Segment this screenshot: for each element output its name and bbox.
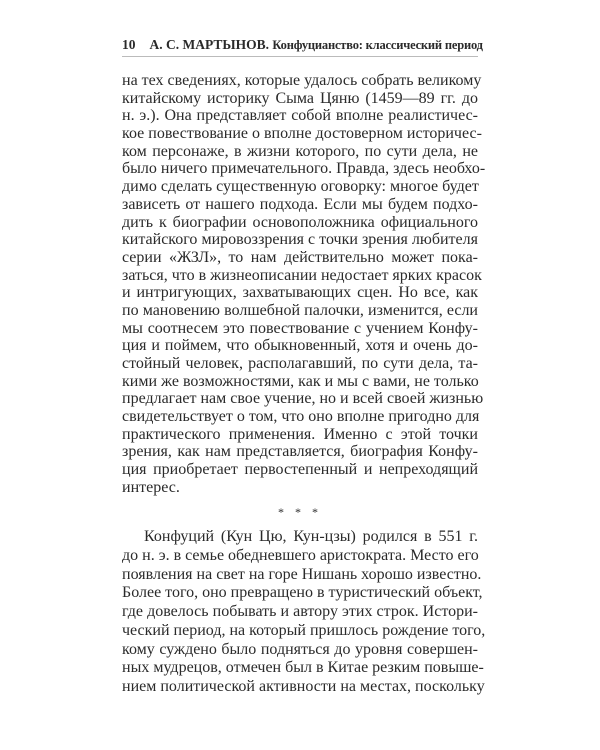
text-line: свидетельствует о том, что оно вполне пригодно для [122, 408, 480, 426]
text-line: кое повествование о вполне достоверном историчес- [122, 125, 482, 143]
text-line: ком персонаже, в жизни которого, по сути дела, не [122, 142, 478, 160]
text-line: стойный человек, располагавший, по сути дела, та- [122, 355, 478, 372]
text-line: зависеть от нашего подхода. Если мы будем подхо- [122, 195, 478, 213]
paragraph-1 [122, 72, 486, 497]
text-line: ных мудрецов, отмечен был в Китае резким повыше- [122, 659, 484, 677]
text-line: по мановению волшебной палочки, изменится, если [122, 301, 478, 319]
text-line: заться, что в жизнеописании недостает ярких красок [122, 266, 482, 284]
page-number: 10 [122, 37, 136, 52]
running-header [122, 34, 483, 57]
paragraph-2 [122, 528, 486, 697]
header-book-title: Конфуцианство: классический период [272, 38, 483, 52]
text-line: ция приобретает первостепенный и непреходящий [122, 461, 478, 479]
text-line: димо сделать существенную оговорку: многое будет [122, 178, 479, 196]
text-line: н. э.). Она представляет собой вполне реалистичес- [122, 107, 478, 125]
text-line: ция и поймем, что обыкновенный, хотя и очень до- [122, 337, 478, 355]
header-title [150, 34, 483, 53]
text-line: китайскому историку Сыма Цяню (1459—89 гг. до [122, 89, 478, 107]
text-line: было ничего примечательного. Правда, здесь необхо- [122, 160, 486, 178]
header-author: А. С. МАРТЫНОВ. [149, 37, 270, 52]
text-line: и интригующих, захватывающих сцен. Но все, как [122, 284, 478, 302]
text-line: появления на свет на горе Нишань хорошо известно. [122, 565, 482, 583]
text-line: серии «ЖЗЛ», то нам действительно может пока- [122, 248, 478, 266]
text-line: до н. э. в семье обедневшего аристократа. Место его [122, 546, 479, 564]
text-line: где довелось побывать и автору этих строк. Истори- [122, 603, 478, 620]
text-line: зрения, как нам представляется, биография Конфу- [122, 443, 478, 461]
text-line: китайского мировоззрения с точки зрения любителя [122, 231, 478, 249]
text-line: предлагает нам свое учение, но и всей своей жизнью [122, 390, 484, 408]
section-separator: * * * [278, 505, 322, 519]
text-line: ческий период, на который пришлось рождение того, [122, 621, 486, 639]
text-line: кому суждено было подняться до уровня совершен- [122, 640, 478, 658]
text-line: нием политической активности на местах, поскольку [122, 678, 485, 695]
text-line: мы соотнесем это повествование с учением Конфу- [122, 319, 478, 337]
text-line: кими же возможностями, как и мы с вами, не только [122, 372, 479, 390]
text-line: Более того, оно превращено в туристический объект, [122, 584, 483, 602]
text-line: практического применения. Именно с этой точки [122, 425, 478, 443]
text-line: Конфуций (Кун Цю, Кун-цзы) родился в 551 г. [144, 528, 478, 545]
text-line: на тех сведениях, которые удалось собрать великому [122, 72, 482, 89]
text-line: интерес. [122, 478, 180, 496]
text-line: дить к биографии основоположника официального [122, 213, 478, 231]
